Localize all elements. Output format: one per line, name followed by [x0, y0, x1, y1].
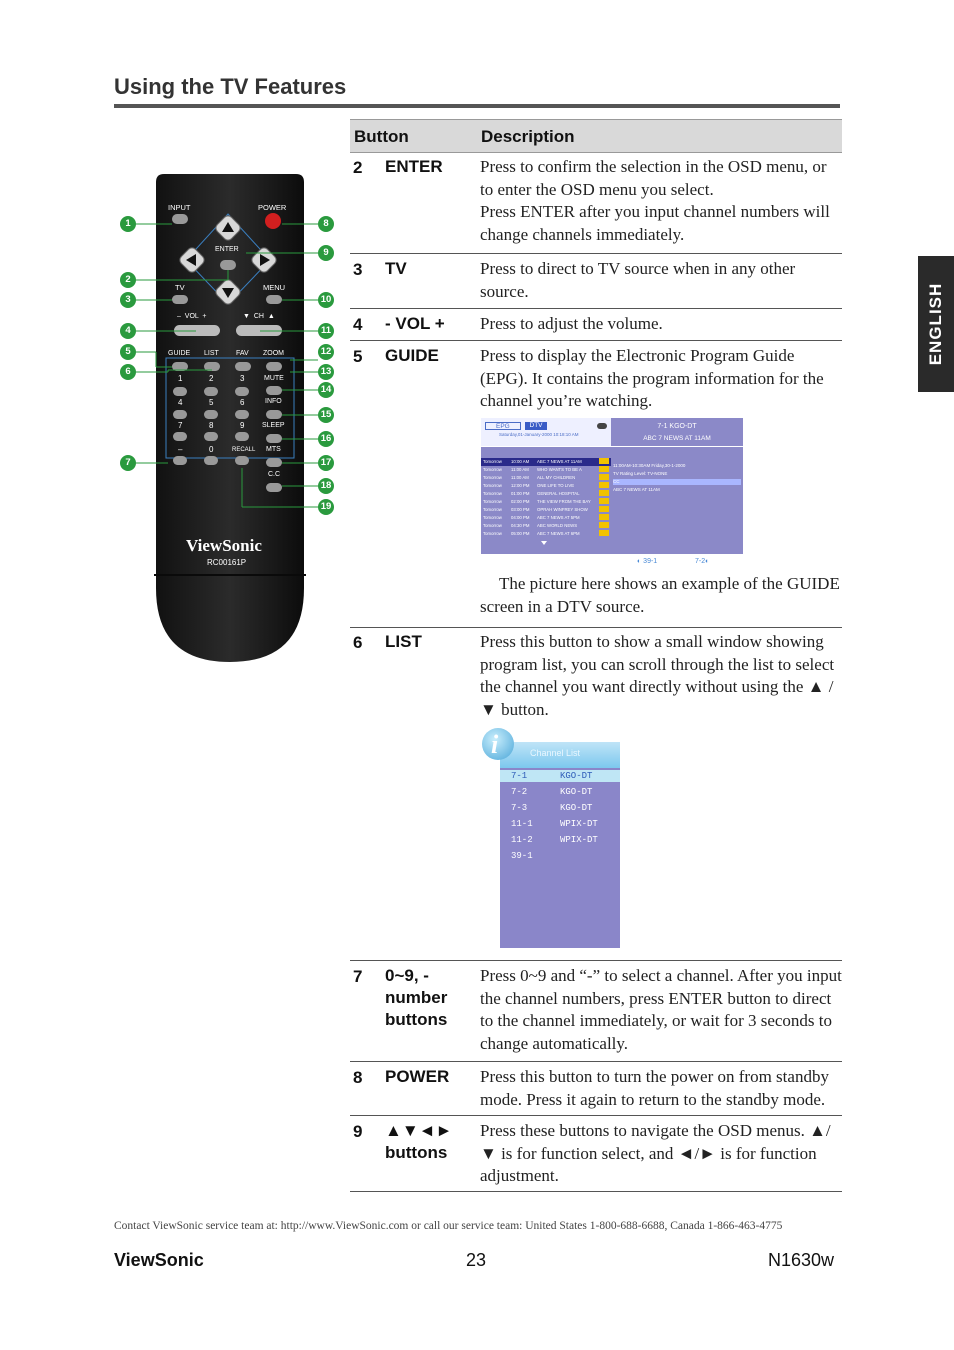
page-title: Using the TV Features — [114, 74, 347, 99]
row-divider — [350, 1115, 842, 1116]
channel-number: 11-1 — [511, 819, 533, 829]
cc-label: C.C — [268, 471, 281, 478]
language-tab: ENGLISH — [918, 256, 954, 392]
row-divider — [350, 960, 842, 961]
digit-0: 0 — [209, 445, 214, 454]
callout-lines — [0, 0, 350, 700]
recall-label: RECALL — [232, 447, 256, 453]
callout-18: 18 — [318, 478, 334, 494]
menu-label: MENU — [263, 283, 286, 292]
scroll-down-icon — [541, 541, 547, 545]
callout-8: 8 — [318, 216, 334, 232]
epg-screen: EPG DTV Saturday,01-January-2000 10:18:10 AM 7-1 KGO-DT ABC 7 NEWS AT 11AM 11:00AM-10:30AM Friday,30-1-2000 TV Rating Level: TV-NONE CC ABC 7 NEWS AT 11AM Tomorrow 10:00 AM ABC 7 NEWS AT 11AM Tomorrow 11:00 AM WHO WANTS TO BE A Tomorrow 11:00 AM ALL MY CHILDREN Tomorrow 12:00 PM ONE LIFE TO LIVE Tomorrow 01:00 PM GENERAL HOSPITAL Tomorrow 02:00 PM THE VIEW FROM THE BAY Tomorrow 03:00 PM OPRAH WINFREY SHOW Tomorrow 04:00 PM ABC 7 NEWS AT 5PM Tomorrow 04:30 PM ABC WORLD NEWS Tomorrow 05:00 PM ABC 7 NEWS AT 6PM ◐ 39-1 7-2◐ — [481, 418, 743, 570]
channel-number: 39-1 — [511, 851, 533, 861]
info-label: INFO — [265, 398, 282, 405]
remote-model-label: RC00161P — [207, 558, 247, 567]
footer-brand: ViewSonic — [114, 1250, 204, 1270]
channel-name: KGO-DT — [560, 803, 593, 813]
row-number: 5 — [353, 347, 363, 366]
row-description: Press this button to show a small window showing program list, you can scroll through the list to select the channel you want directly without using the ▲ /▼ button. — [480, 632, 835, 719]
tv-label: TV — [175, 283, 185, 292]
channel-name: WPIX-DT — [560, 835, 598, 845]
sleep-label: SLEEP — [262, 422, 285, 429]
callout-12: 12 — [318, 344, 334, 360]
epg-channel: 7-1 KGO-DT — [657, 423, 697, 430]
mts-label: MTS — [266, 446, 281, 453]
digit-9: 9 — [240, 421, 245, 430]
callout-14: 14 — [318, 382, 334, 398]
channel-number: 7-1 — [511, 771, 528, 781]
digit-4: 4 — [178, 398, 183, 407]
epg-detail-cc: CC — [613, 479, 741, 485]
guide-label: GUIDE — [168, 350, 191, 357]
callout-11: 11 — [318, 323, 334, 339]
page-number: 23 — [466, 1250, 487, 1270]
row-button-name: LIST — [385, 632, 422, 651]
channel-number: 7-3 — [511, 803, 528, 813]
row-divider — [350, 308, 842, 309]
row-number: 7 — [353, 967, 363, 986]
epg-prev-channel: ◐ 39-1 — [637, 558, 658, 565]
digit-3: 3 — [240, 374, 245, 383]
epg-date: Saturday,01-January-2000 10:18:10 AM — [499, 432, 579, 437]
row-description: Press to display the Electronic Program Guide (EPG). It contains the program information for the channel you’re watching. — [480, 346, 824, 410]
row-description: Press to direct to TV source when in any other source. — [480, 259, 796, 301]
digit-5: 5 — [209, 398, 214, 407]
row-button-name: TV — [385, 259, 407, 278]
row-button-name: 0~9, - number buttons — [385, 966, 448, 1029]
digit-1: 1 — [178, 374, 183, 383]
cc-badges — [599, 458, 609, 538]
channel-list-screen — [482, 726, 622, 948]
row-number: 9 — [353, 1122, 363, 1141]
toggle-icon — [597, 423, 607, 429]
vol-label: – VOL + — [177, 313, 207, 320]
callout-5: 5 — [120, 344, 136, 360]
digit-6: 6 — [240, 398, 245, 407]
dtv-tab: DTV — [525, 422, 547, 430]
channel-name: WPIX-DT — [560, 819, 598, 829]
col-description-header: Description — [481, 127, 575, 146]
row-button-name: ▲▼◄► buttons — [385, 1121, 453, 1162]
digit-dash: – — [178, 445, 183, 454]
info-icon: i — [482, 728, 514, 760]
row-divider — [350, 253, 842, 254]
row-button-name: - VOL + — [385, 314, 445, 333]
callout-10: 10 — [318, 292, 334, 308]
channel-number: 11-2 — [511, 835, 533, 845]
epg-next-channel: 7-2◐ — [695, 558, 710, 565]
row-divider — [350, 627, 842, 628]
callout-2: 2 — [120, 272, 136, 288]
power-label: POWER — [258, 203, 287, 212]
row-number: 2 — [353, 158, 363, 177]
input-label: INPUT — [168, 203, 191, 212]
row-description: Press to confirm the selection in the OSD menu, or to enter the OSD menu you select. Press ENTER after you input channel numbers will change channels immediately. — [480, 157, 830, 244]
digit-7: 7 — [178, 421, 183, 430]
service-contact: Contact ViewSonic service team at: http://www.ViewSonic.com or call our service team: United States 1-800-688-6688, Canada 1-866-463-4775 — [114, 1220, 783, 1232]
list-label: LIST — [204, 350, 219, 357]
ch-label: ▼ CH ▲ — [243, 313, 275, 320]
enter-label: ENTER — [215, 246, 239, 253]
callout-19: 19 — [318, 499, 334, 515]
callout-1: 1 — [120, 216, 136, 232]
callout-13: 13 — [318, 364, 334, 380]
epg-detail-title: ABC 7 NEWS AT 11AM — [613, 487, 660, 492]
digit-8: 8 — [209, 421, 214, 430]
row-number: 4 — [353, 315, 363, 334]
channel-name: KGO-DT — [560, 771, 593, 781]
epg-detail-time: 11:00AM-10:30AM Friday,30-1-2000 — [613, 463, 686, 468]
table-header — [350, 119, 842, 153]
row-description: Press these buttons to navigate the OSD menus. ▲/▼ is for function select, and ◄/► is for function adjustment. — [480, 1121, 831, 1185]
callout-4: 4 — [120, 323, 136, 339]
callout-6: 6 — [120, 364, 136, 380]
fav-label: FAV — [236, 350, 249, 357]
callout-16: 16 — [318, 431, 334, 447]
callout-7: 7 — [120, 455, 136, 471]
channel-name: KGO-DT — [560, 787, 593, 797]
row-button-name: POWER — [385, 1067, 450, 1086]
epg-tab: EPG — [485, 422, 521, 430]
footer-model: N1630w — [768, 1250, 835, 1270]
row-divider — [350, 340, 842, 341]
zoom-label: ZOOM — [263, 350, 284, 357]
epg-detail-rating: TV Rating Level: TV-NONE — [613, 471, 668, 476]
callout-9: 9 — [318, 245, 334, 261]
col-button-header: Button — [354, 127, 409, 146]
epg-program: ABC 7 NEWS AT 11AM — [643, 435, 711, 442]
guide-caption: The picture here shows an example of the GUIDE screen in a DTV source. — [480, 574, 840, 616]
callout-17: 17 — [318, 455, 334, 471]
row-number: 8 — [353, 1068, 363, 1087]
channel-number: 7-2 — [511, 787, 528, 797]
callout-3: 3 — [120, 292, 136, 308]
digit-2: 2 — [209, 374, 214, 383]
row-divider — [350, 1061, 842, 1062]
row-description: Press to adjust the volume. — [480, 314, 663, 333]
row-description: Press this button to turn the power on from standby mode. Press it again to return to the standby mode. — [480, 1067, 829, 1109]
row-description: Press 0~9 and “-” to select a channel. After you input the channel numbers, press ENTER button to direct to the channel immediately, or wait for 3 seconds to change automatically. — [480, 966, 842, 1053]
mute-label: MUTE — [264, 375, 284, 382]
row-number: 6 — [353, 633, 363, 652]
row-number: 3 — [353, 260, 363, 279]
row-divider — [350, 1191, 842, 1192]
row-button-name: GUIDE — [385, 346, 439, 365]
callout-15: 15 — [318, 407, 334, 423]
row-button-name: ENTER — [385, 157, 443, 176]
channel-list-title: Channel List — [530, 748, 581, 758]
remote-brand-logo: ViewSonic — [186, 536, 262, 555]
